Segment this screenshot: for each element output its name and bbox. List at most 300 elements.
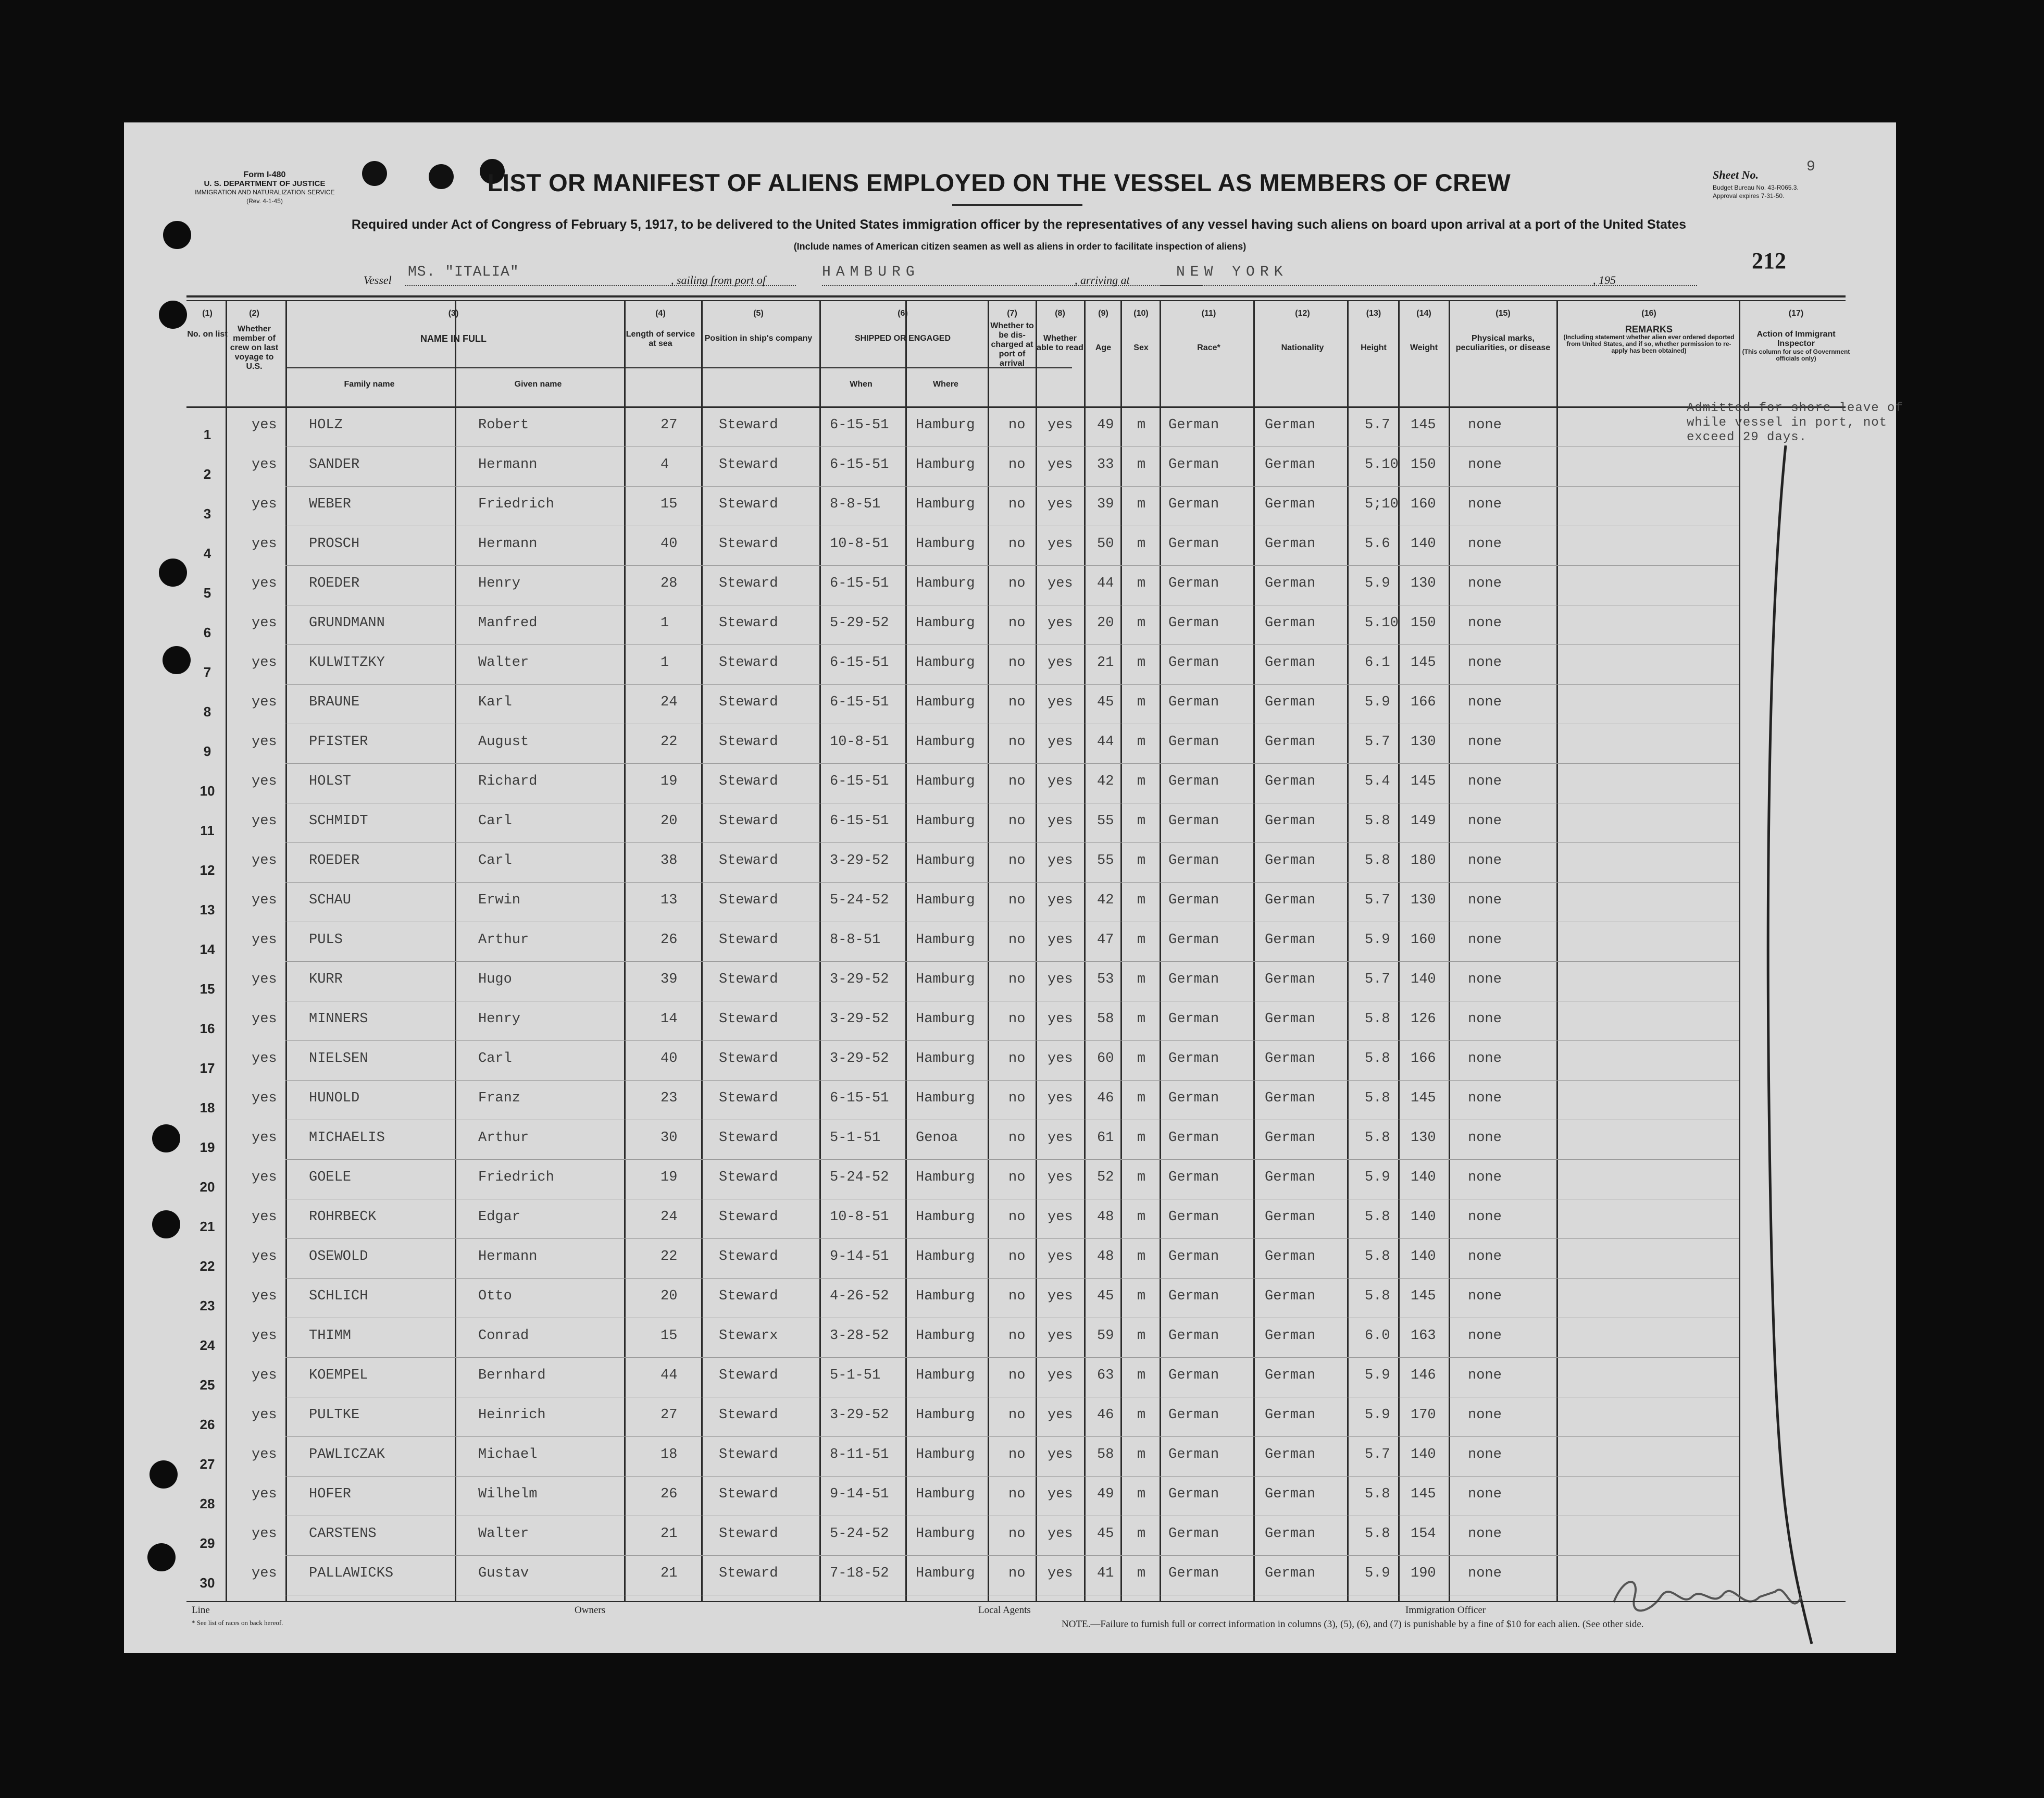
given-name: Conrad bbox=[478, 1328, 529, 1344]
read-status: yes bbox=[1048, 695, 1073, 710]
shipped-when: 5-24-52 bbox=[830, 892, 889, 908]
sex: m bbox=[1137, 813, 1146, 829]
nationality: German bbox=[1265, 1328, 1316, 1344]
discharge-status: no bbox=[1008, 1486, 1026, 1502]
physical-marks: none bbox=[1468, 457, 1502, 473]
shipped-when: 6-15-51 bbox=[830, 457, 889, 473]
service-length: 28 bbox=[660, 576, 678, 591]
shipped-where: Hamburg bbox=[916, 1368, 975, 1383]
position: Steward bbox=[719, 695, 778, 710]
discharge-status: no bbox=[1008, 972, 1026, 987]
weight: 130 bbox=[1411, 576, 1436, 591]
form-dept: U. S. DEPARTMENT OF JUSTICE bbox=[204, 179, 326, 188]
col4-header: (4) Length of service at sea bbox=[626, 309, 695, 348]
given-name: Otto bbox=[478, 1288, 512, 1304]
shipped-where: Hamburg bbox=[916, 655, 975, 671]
height: 5.9 bbox=[1365, 1407, 1390, 1423]
shipped-when: 3-29-52 bbox=[830, 1011, 889, 1027]
service-length: 1 bbox=[660, 655, 669, 671]
height: 6.0 bbox=[1365, 1328, 1390, 1344]
row-number: 5 bbox=[203, 585, 211, 601]
crew-status: yes bbox=[252, 774, 277, 789]
nationality: German bbox=[1265, 655, 1316, 671]
read-status: yes bbox=[1048, 497, 1073, 512]
read-status: yes bbox=[1048, 1170, 1073, 1185]
shipped-when: 5-29-52 bbox=[830, 615, 889, 631]
read-status: yes bbox=[1048, 734, 1073, 750]
shipped-where: Hamburg bbox=[916, 576, 975, 591]
shipped-when: 10-8-51 bbox=[830, 734, 889, 750]
position: Steward bbox=[719, 417, 778, 433]
budget-number: Budget Bureau No. 43-R065.3. bbox=[1713, 184, 1799, 191]
discharge-status: no bbox=[1008, 853, 1026, 869]
footer-note: NOTE.—Failure to furnish full or correct information in columns (3), (5), (6), and (7) is punishable by a fine of $10 for each alien. (See other side. bbox=[1062, 1619, 1644, 1630]
age: 61 bbox=[1097, 1130, 1114, 1146]
weight: 140 bbox=[1411, 1209, 1436, 1225]
height: 5.9 bbox=[1365, 1368, 1390, 1383]
nationality: German bbox=[1265, 1051, 1316, 1067]
position: Steward bbox=[719, 1090, 778, 1106]
crew-status: yes bbox=[252, 1051, 277, 1067]
col7-header: (7) Whether to be dis-charged at port of arrival bbox=[990, 309, 1034, 368]
shipped-where: Hamburg bbox=[916, 1566, 975, 1581]
shipped-where: Hamburg bbox=[916, 1328, 975, 1344]
row-number: 23 bbox=[200, 1298, 215, 1313]
family-name: PFISTER bbox=[309, 734, 368, 750]
position: Steward bbox=[719, 457, 778, 473]
discharge-status: no bbox=[1008, 1249, 1026, 1264]
height: 5.7 bbox=[1365, 1447, 1390, 1462]
position: Steward bbox=[719, 576, 778, 591]
binder-hole bbox=[163, 646, 191, 674]
age: 49 bbox=[1097, 417, 1114, 433]
form-id-block bbox=[186, 170, 343, 206]
shipped-where: Hamburg bbox=[916, 457, 975, 473]
physical-marks: none bbox=[1468, 892, 1502, 908]
given-name: Gustav bbox=[478, 1566, 529, 1581]
age: 45 bbox=[1097, 695, 1114, 710]
discharge-status: no bbox=[1008, 734, 1026, 750]
physical-marks: none bbox=[1468, 1011, 1502, 1027]
col3-given-header: Given name bbox=[514, 380, 562, 389]
family-name: SCHLICH bbox=[309, 1288, 368, 1304]
family-name: HOLST bbox=[309, 774, 352, 789]
weight: 150 bbox=[1411, 615, 1436, 631]
family-name: GOELE bbox=[309, 1170, 352, 1185]
shipped-when: 6-15-51 bbox=[830, 1090, 889, 1106]
weight: 163 bbox=[1411, 1328, 1436, 1344]
read-status: yes bbox=[1048, 892, 1073, 908]
given-name: Hermann bbox=[478, 1249, 538, 1264]
col3-family-header: Family name bbox=[344, 380, 395, 389]
shipped-where: Hamburg bbox=[916, 1288, 975, 1304]
discharge-status: no bbox=[1008, 1368, 1026, 1383]
col5-header: (5) Position in ship's company bbox=[704, 309, 813, 343]
family-name: OSEWOLD bbox=[309, 1249, 368, 1264]
height: 5.6 bbox=[1365, 536, 1390, 552]
nationality: German bbox=[1265, 932, 1316, 948]
row-number: 30 bbox=[200, 1575, 215, 1591]
row-number: 8 bbox=[203, 704, 211, 720]
physical-marks: none bbox=[1468, 813, 1502, 829]
family-name: NIELSEN bbox=[309, 1051, 368, 1067]
service-length: 20 bbox=[660, 1288, 678, 1304]
service-length: 15 bbox=[660, 497, 678, 512]
shipped-when: 5-24-52 bbox=[830, 1170, 889, 1185]
crew-status: yes bbox=[252, 734, 277, 750]
shipped-when: 4-26-52 bbox=[830, 1288, 889, 1304]
sex: m bbox=[1137, 1051, 1146, 1067]
table-row bbox=[124, 1319, 1843, 1358]
race: German bbox=[1168, 1328, 1219, 1344]
physical-marks: none bbox=[1468, 1447, 1502, 1462]
physical-marks: none bbox=[1468, 774, 1502, 789]
service-length: 26 bbox=[660, 932, 678, 948]
physical-marks: none bbox=[1468, 655, 1502, 671]
crew-status: yes bbox=[252, 1209, 277, 1225]
crew-status: yes bbox=[252, 1288, 277, 1304]
shipped-where: Hamburg bbox=[916, 417, 975, 433]
table-row bbox=[124, 1517, 1843, 1556]
table-row bbox=[124, 1477, 1843, 1517]
table-row bbox=[124, 1437, 1843, 1477]
row-number: 17 bbox=[200, 1060, 215, 1076]
shipped-when: 5-24-52 bbox=[830, 1526, 889, 1542]
nationality: German bbox=[1265, 1407, 1316, 1423]
weight: 130 bbox=[1411, 892, 1436, 908]
service-length: 27 bbox=[660, 417, 678, 433]
given-name: Karl bbox=[478, 695, 512, 710]
shipped-where: Hamburg bbox=[916, 1011, 975, 1027]
nationality: German bbox=[1265, 576, 1316, 591]
given-name: Friedrich bbox=[478, 497, 554, 512]
binder-hole bbox=[152, 1210, 180, 1238]
age: 33 bbox=[1097, 457, 1114, 473]
physical-marks: none bbox=[1468, 932, 1502, 948]
physical-marks: none bbox=[1468, 972, 1502, 987]
table-row bbox=[124, 566, 1843, 606]
discharge-status: no bbox=[1008, 576, 1026, 591]
given-name: Bernhard bbox=[478, 1368, 546, 1383]
given-name: Arthur bbox=[478, 1130, 529, 1146]
crew-status: yes bbox=[252, 457, 277, 473]
age: 39 bbox=[1097, 497, 1114, 512]
shipped-when: 6-15-51 bbox=[830, 655, 889, 671]
weight: 170 bbox=[1411, 1407, 1436, 1423]
age: 55 bbox=[1097, 853, 1114, 869]
nationality: German bbox=[1265, 497, 1316, 512]
race: German bbox=[1168, 1486, 1219, 1502]
service-length: 22 bbox=[660, 1249, 678, 1264]
read-status: yes bbox=[1048, 1209, 1073, 1225]
family-name: WEBER bbox=[309, 497, 352, 512]
family-name: MICHAELIS bbox=[309, 1130, 385, 1146]
crew-status: yes bbox=[252, 1447, 277, 1462]
shipped-where: Hamburg bbox=[916, 497, 975, 512]
nationality: German bbox=[1265, 1011, 1316, 1027]
age: 53 bbox=[1097, 972, 1114, 987]
race: German bbox=[1168, 536, 1219, 552]
shipped-where: Hamburg bbox=[916, 853, 975, 869]
height: 5.8 bbox=[1365, 813, 1390, 829]
physical-marks: none bbox=[1468, 1526, 1502, 1542]
given-name: Heinrich bbox=[478, 1407, 546, 1423]
given-name: Hermann bbox=[478, 536, 538, 552]
row-number: 1 bbox=[203, 427, 211, 442]
table-row bbox=[124, 923, 1843, 962]
weight: 190 bbox=[1411, 1566, 1436, 1581]
race: German bbox=[1168, 457, 1219, 473]
age: 45 bbox=[1097, 1288, 1114, 1304]
row-number: 6 bbox=[203, 625, 211, 640]
age: 48 bbox=[1097, 1249, 1114, 1264]
discharge-status: no bbox=[1008, 1209, 1026, 1225]
shipped-where: Hamburg bbox=[916, 734, 975, 750]
crew-status: yes bbox=[252, 576, 277, 591]
weight: 149 bbox=[1411, 813, 1436, 829]
row-number: 12 bbox=[200, 862, 215, 878]
read-status: yes bbox=[1048, 1368, 1073, 1383]
race: German bbox=[1168, 932, 1219, 948]
age: 46 bbox=[1097, 1407, 1114, 1423]
given-name: Walter bbox=[478, 1526, 529, 1542]
position: Steward bbox=[719, 1011, 778, 1027]
row-number: 16 bbox=[200, 1021, 215, 1036]
family-name: ROEDER bbox=[309, 853, 360, 869]
table-row bbox=[124, 1002, 1843, 1041]
footer-agents-label: Local Agents bbox=[978, 1605, 1031, 1616]
weight: 126 bbox=[1411, 1011, 1436, 1027]
discharge-status: no bbox=[1008, 615, 1026, 631]
shipped-where: Hamburg bbox=[916, 813, 975, 829]
crew-status: yes bbox=[252, 1249, 277, 1264]
form-service: IMMIGRATION AND NATURALIZATION SERVICE bbox=[194, 189, 335, 196]
col11-header: (11) Race* bbox=[1197, 309, 1220, 352]
col16-header: (16) REMARKS (Including statement whether alien ever ordered deported from United States, and if so, whether permission to re-apply has been obtained) bbox=[1563, 309, 1735, 354]
height: 5.10 bbox=[1365, 457, 1399, 473]
height: 5.4 bbox=[1365, 774, 1390, 789]
given-name: Henry bbox=[478, 576, 521, 591]
position: Steward bbox=[719, 497, 778, 512]
family-name: ROEDER bbox=[309, 576, 360, 591]
height: 5.8 bbox=[1365, 1486, 1390, 1502]
service-length: 19 bbox=[660, 774, 678, 789]
shipped-when: 7-18-52 bbox=[830, 1566, 889, 1581]
read-status: yes bbox=[1048, 813, 1073, 829]
service-length: 22 bbox=[660, 734, 678, 750]
read-status: yes bbox=[1048, 853, 1073, 869]
departure-port: HAMBURG bbox=[822, 264, 920, 280]
table-row bbox=[124, 487, 1843, 527]
col9-header: (9) Age bbox=[1095, 309, 1112, 352]
age: 60 bbox=[1097, 1051, 1114, 1067]
family-name: GRUNDMANN bbox=[309, 615, 385, 631]
discharge-status: no bbox=[1008, 813, 1026, 829]
shipped-when: 5-1-51 bbox=[830, 1130, 881, 1146]
discharge-status: no bbox=[1008, 695, 1026, 710]
col12-header: (12) Nationality bbox=[1281, 309, 1324, 352]
footer-owners-label: Owners bbox=[575, 1605, 606, 1616]
race: German bbox=[1168, 1051, 1219, 1067]
race: German bbox=[1168, 853, 1219, 869]
discharge-status: no bbox=[1008, 1328, 1026, 1344]
form-rev: (Rev. 4-1-45) bbox=[246, 197, 283, 205]
col3-header: (3) NAME IN FULL bbox=[420, 309, 487, 344]
col1-header: (1) No. on list bbox=[187, 309, 228, 339]
sex: m bbox=[1137, 1566, 1146, 1581]
physical-marks: none bbox=[1468, 1090, 1502, 1106]
given-name: Carl bbox=[478, 1051, 512, 1067]
height: 5.8 bbox=[1365, 1051, 1390, 1067]
shipped-where: Hamburg bbox=[916, 932, 975, 948]
physical-marks: none bbox=[1468, 417, 1502, 433]
shipped-when: 3-29-52 bbox=[830, 853, 889, 869]
row-number: 7 bbox=[203, 664, 211, 680]
col17-header: (17) Action of Immigrant Inspector (This column for use of Government officials only) bbox=[1742, 309, 1850, 362]
given-name: Friedrich bbox=[478, 1170, 554, 1185]
height: 5.9 bbox=[1365, 695, 1390, 710]
table-row bbox=[124, 764, 1843, 804]
vessel-name: MS. "ITALIA" bbox=[408, 264, 519, 280]
nationality: German bbox=[1265, 774, 1316, 789]
position: Steward bbox=[719, 1566, 778, 1581]
height: 5.8 bbox=[1365, 1526, 1390, 1542]
physical-marks: none bbox=[1468, 1209, 1502, 1225]
shipped-when: 6-15-51 bbox=[830, 813, 889, 829]
arrival-port: NEW YORK bbox=[1176, 264, 1288, 280]
shipped-when: 8-8-51 bbox=[830, 932, 881, 948]
crew-status: yes bbox=[252, 1130, 277, 1146]
service-length: 27 bbox=[660, 1407, 678, 1423]
race: German bbox=[1168, 972, 1219, 987]
service-length: 21 bbox=[660, 1526, 678, 1542]
sex: m bbox=[1137, 417, 1146, 433]
binder-hole bbox=[163, 221, 191, 249]
service-length: 24 bbox=[660, 1209, 678, 1225]
crew-status: yes bbox=[252, 695, 277, 710]
nationality: German bbox=[1265, 457, 1316, 473]
family-name: CARSTENS bbox=[309, 1526, 377, 1542]
shipped-when: 6-15-51 bbox=[830, 695, 889, 710]
table-row bbox=[124, 646, 1843, 685]
height: 5.8 bbox=[1365, 1288, 1390, 1304]
shipped-when: 3-29-52 bbox=[830, 1407, 889, 1423]
row-number: 9 bbox=[203, 743, 211, 759]
arriving-label: , arriving at bbox=[1075, 274, 1130, 287]
given-name: Michael bbox=[478, 1447, 538, 1462]
shipped-where: Hamburg bbox=[916, 695, 975, 710]
family-name: PROSCH bbox=[309, 536, 360, 552]
nationality: German bbox=[1265, 892, 1316, 908]
age: 59 bbox=[1097, 1328, 1114, 1344]
read-status: yes bbox=[1048, 536, 1073, 552]
discharge-status: no bbox=[1008, 1566, 1026, 1581]
crew-status: yes bbox=[252, 1368, 277, 1383]
position: Steward bbox=[719, 972, 778, 987]
sex: m bbox=[1137, 1447, 1146, 1462]
service-length: 15 bbox=[660, 1328, 678, 1344]
service-length: 40 bbox=[660, 1051, 678, 1067]
family-name: PULTKE bbox=[309, 1407, 360, 1423]
binder-hole bbox=[159, 301, 187, 329]
table-row bbox=[124, 1398, 1843, 1437]
height: 5.9 bbox=[1365, 1170, 1390, 1185]
table-row bbox=[124, 1239, 1843, 1279]
table-row bbox=[124, 1556, 1843, 1596]
height: 5.7 bbox=[1365, 972, 1390, 987]
race: German bbox=[1168, 417, 1219, 433]
race: German bbox=[1168, 695, 1219, 710]
weight: 150 bbox=[1411, 457, 1436, 473]
height: 5.8 bbox=[1365, 1249, 1390, 1264]
crew-status: yes bbox=[252, 1486, 277, 1502]
vessel-label: Vessel bbox=[364, 274, 392, 287]
discharge-status: no bbox=[1008, 774, 1026, 789]
crew-status: yes bbox=[252, 932, 277, 948]
binder-hole bbox=[152, 1124, 180, 1152]
read-status: yes bbox=[1048, 1288, 1073, 1304]
sex: m bbox=[1137, 1209, 1146, 1225]
discharge-status: no bbox=[1008, 1288, 1026, 1304]
height: 5.9 bbox=[1365, 1566, 1390, 1581]
physical-marks: none bbox=[1468, 1368, 1502, 1383]
weight: 180 bbox=[1411, 853, 1436, 869]
footer-officer-label: Immigration Officer bbox=[1405, 1605, 1486, 1616]
weight: 160 bbox=[1411, 497, 1436, 512]
crew-status: yes bbox=[252, 1526, 277, 1542]
discharge-status: no bbox=[1008, 1447, 1026, 1462]
service-length: 24 bbox=[660, 695, 678, 710]
ink-blot bbox=[362, 161, 387, 186]
service-length: 14 bbox=[660, 1011, 678, 1027]
table-row bbox=[124, 962, 1843, 1002]
service-length: 1 bbox=[660, 615, 669, 631]
physical-marks: none bbox=[1468, 1328, 1502, 1344]
table-row bbox=[124, 804, 1843, 844]
sex: m bbox=[1137, 1170, 1146, 1185]
weight: 130 bbox=[1411, 734, 1436, 750]
physical-marks: none bbox=[1468, 853, 1502, 869]
col8-header: (8) Whether able to read bbox=[1037, 309, 1083, 352]
sex: m bbox=[1137, 734, 1146, 750]
height: 5.8 bbox=[1365, 1209, 1390, 1225]
row-number: 26 bbox=[200, 1417, 215, 1432]
sex: m bbox=[1137, 1526, 1146, 1542]
shipped-where: Hamburg bbox=[916, 615, 975, 631]
sex: m bbox=[1137, 853, 1146, 869]
discharge-status: no bbox=[1008, 497, 1026, 512]
service-length: 26 bbox=[660, 1486, 678, 1502]
row-number: 25 bbox=[200, 1377, 215, 1393]
age: 50 bbox=[1097, 536, 1114, 552]
nationality: German bbox=[1265, 417, 1316, 433]
col2-header: (2) Whether member of crew on last voyage to U.S. bbox=[230, 309, 279, 371]
height: 5.9 bbox=[1365, 932, 1390, 948]
weight: 140 bbox=[1411, 1170, 1436, 1185]
position: Steward bbox=[719, 615, 778, 631]
nationality: German bbox=[1265, 853, 1316, 869]
given-name: Erwin bbox=[478, 892, 521, 908]
age: 21 bbox=[1097, 655, 1114, 671]
nationality: German bbox=[1265, 972, 1316, 987]
nationality: German bbox=[1265, 1368, 1316, 1383]
age: 49 bbox=[1097, 1486, 1114, 1502]
given-name: Manfred bbox=[478, 615, 538, 631]
physical-marks: none bbox=[1468, 1249, 1502, 1264]
service-length: 20 bbox=[660, 813, 678, 829]
sex: m bbox=[1137, 655, 1146, 671]
read-status: yes bbox=[1048, 655, 1073, 671]
